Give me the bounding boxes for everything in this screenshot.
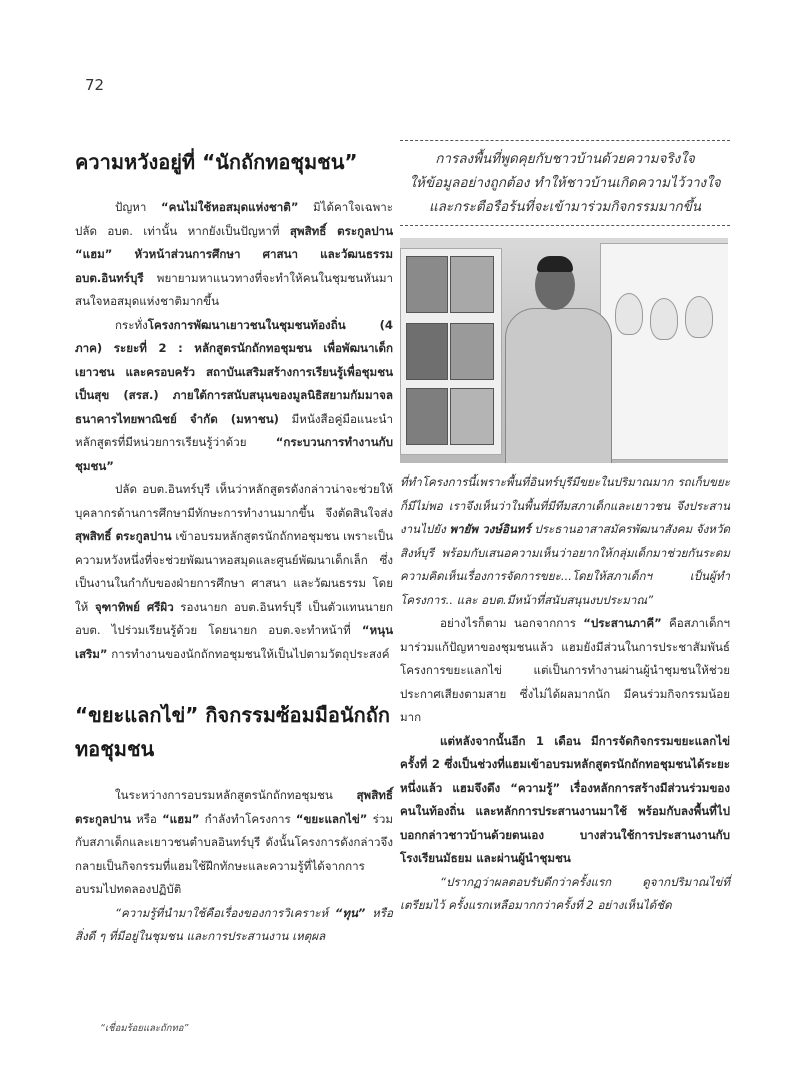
paragraph: [400, 730, 730, 871]
bold-text: “แฮม”: [162, 811, 200, 826]
man-figure: [505, 308, 612, 463]
pull-quote-line: ให้ข้อมูลอย่างถูกต้อง ทำให้ชาวบ้านเกิดความไว้วางใจ: [409, 175, 721, 191]
text: “ปรากฏว่าผลตอบรับดีกว่าครั้งแรก ดูจากปริมาณไข่ที่เตรียมไว้ ครั้งแรกเหลือมากกว่าครั้งที่ 2 อย่างเห็นได้ชัด: [400, 874, 730, 912]
text: การทำงานของนักถักทอชุมชนให้เป็นไปตามวัตถุประสงค์: [107, 646, 390, 661]
magazine: [450, 388, 494, 445]
paragraph: [75, 902, 393, 949]
text: “ความรู้ที่นำมาใช้คือเรื่องของการวิเคราะห์: [115, 905, 335, 920]
bold-text: สุพสิทธิ์ ตระกูลปาน: [75, 788, 393, 826]
bold-text: สุพสิทธิ์ ตระกูลปาน: [75, 529, 172, 543]
bold-text: พายัพ วงษ์อินทร์: [449, 522, 531, 536]
text: อย่างไรก็ตาม นอกจากการ: [440, 616, 584, 630]
text: กระทั่ง: [115, 317, 148, 332]
text: ที่ทำโครงการนี้เพราะพื้นที่อินทร์บุรีมีขยะในปริมาณมาก รถเก็บขยะก็มีไม่พอ เราจึงเห็นว่าในพื้นที่มีทีมสภาเด็กและเยาวชน จึงประสานงานไปยัง: [400, 475, 730, 536]
paragraph: [75, 478, 393, 666]
paragraph: [400, 612, 730, 730]
footer-caption: “เชื่อมร้อยและถักทอ”: [100, 1023, 189, 1034]
magazine: [406, 256, 448, 313]
bold-text: โครงการพัฒนาเยาวชนในชุมชนท้องถิ่น (4 ภาค) ระยะที่ 2 : หลักสูตรนักถักทอชุมชน เพื่อพัฒนาเด็ก เยาวชน และครอบครัว สถาบันเสริมสร้างการเรียนรู้เพื่อชุมชนเป็นสุข (สรส.) ภายใต้การสนับสนุนของมูลนิธิสยามกัมมาจล ธนาคารไทยพาณิชย์ จำกัด (มหาชน): [75, 317, 393, 426]
section-heading-hope: ความหวังอยู่ที่ “นักถักทอชุมชน”: [75, 150, 358, 174]
text: ร่วมกับสภาเด็กและเยาวชนตำบลอินทร์บุรี ดังนั้นโครงการดังกล่าวจึงกลายเป็นกิจกรรมที่แฮมใช้ฝึกทักษะและความรู้ที่ได้จากการอบรมไปทดลองปฏิบัติ: [75, 811, 393, 896]
bold-text: “หนุนเสริม”: [75, 623, 393, 661]
magazine: [450, 256, 494, 313]
text: หรือ: [130, 811, 163, 826]
man-hair: [537, 256, 573, 272]
text: เข้าอบรมหลักสูตรนักถักทอชุมชน เพราะเป็นความหวังหนึ่งที่จะช่วยพัฒนาหอสมุดและศูนย์พัฒนาเด็กเล็ก ซึ่งเป็นงานในกำกับของฝ่ายการศึกษา ศาสนา และวัฒนธรรม โดยให้: [75, 529, 393, 614]
doll: [615, 293, 643, 335]
bold-text: “ประสานภาคี”: [583, 616, 662, 630]
bold-text: สุพสิทธิ์ ตระกูลปาน “แฮม” หัวหน้าส่วนการศึกษา ศาสนา และวัฒนธรรม อบต.อินทร์บุรี: [75, 223, 393, 285]
magazine: [406, 323, 448, 380]
bold-text: จุฑาทิพย์ ศรีผิว: [94, 599, 174, 614]
right-column: [400, 140, 730, 918]
text: ประธานอาสาสมัครพัฒนาสังคม จังหวัดสิงห์บุรี พร้อมกับเสนอความเห็นว่าอยากให้กลุ่มเด็กมาช่วยกันระดมความคิดเห็นเรื่องการจัดการขยะ...โดยให้สภาเด็กฯ เป็นผู้ทำโครงการ.. และ อบต.มีหน้าที่สนับสนุนงบประมาณ”: [400, 522, 730, 607]
text: ปลัด อบต.อินทร์บุรี เห็นว่าหลักสูตรดังกล่าวน่าจะช่วยให้บุคลากรด้านการศึกษามีทักษะการทำงานมากขึ้น จึงตัดสินใจส่ง: [75, 482, 393, 520]
text: กำลังทำโครงการ: [199, 811, 296, 826]
bookshelf: [600, 243, 728, 460]
bold-text: แต่หลังจากนั้นอีก 1 เดือน มีการจัดกิจกรรมขยะแลกไข่ครั้งที่ 2 ซึ่งเป็นช่วงที่แฮมเข้าอบรมหลักสูตรนักถักทอชุมชนได้ระยะหนึ่งแล้ว แฮมจึงดึง “ความรู้” เรื่องหลักการสร้างมีส่วนร่วมของคนในท้องถิ่น และหลักการประสานงานมาใช้ พร้อมกับลงพื้นที่ไปบอกกล่าวชาวบ้านด้วยตนเอง บางส่วนใช้การประสานงานกับโรงเรียนมัธยม และผ่านผู้นำชุมชน: [400, 733, 730, 865]
pull-quote-line: และกระตือรือร้นที่จะเข้ามาร่วมกิจกรรมมากขึ้น: [428, 199, 702, 215]
bold-text: “กระบวนการทำงานกับชุมชน”: [75, 435, 393, 473]
magazine: [406, 388, 448, 445]
bold-text: “ขยะแลกไข่”: [295, 811, 368, 826]
bold-text: “คนไม่ใช้หอสมุดแห่งชาติ”: [160, 200, 299, 214]
text: คือสภาเด็กฯ มาร่วมแก้ปัญหาของชุมชนแล้ว แฮมยังมีส่วนในการประชาสัมพันธ์โครงการขยะแลกไข่ แต่เป็นการทำงานผ่านผู้นำชุมชนให้ช่วยประกาศเสียงตามสาย ซึ่งไม่ได้ผลมากนัก มีคนร่วมกิจกรรมน้อยมาก: [400, 616, 731, 724]
magazine: [450, 323, 494, 380]
text: ในระหว่างการอบรมหลักสูตรนักถักทอชุมชน: [115, 788, 357, 802]
text: หรือ สิ่งดี ๆ ที่มีอยู่ในชุมชน และการประสานงาน เหตุผล: [75, 905, 393, 943]
text: มีหนังสือคู่มือแนะนำหลักสูตรที่มีหน่วยการเรียนรู้ว่าด้วย: [75, 411, 393, 449]
section-heading-trash-for-eggs: “ขยะแลกไข่” กิจกรรมซ้อมมือนักถักทอชุมชน: [75, 703, 390, 761]
pull-quote-line: การลงพื้นที่พูดคุยกับชาวบ้านด้วยความจริงใจ: [435, 151, 695, 167]
bold-text: “ทุน”: [334, 905, 366, 920]
text: รองนายก อบต.อินทร์บุรี เป็นตัวแทนนายก อบต. ไปร่วมเรียนรู้ด้วย โดยนายก อบต.จะทำหน้าที่: [75, 599, 393, 637]
text: มิได้คาใจเฉพาะปลัด อบต. เท่านั้น หากยังเป็นปัญหาที่: [75, 200, 393, 238]
photo-man-with-bookshelf: [400, 238, 728, 463]
text: พยายามหาแนวทางที่จะทำให้คนในชุมชนหันมาสนใจหอสมุดแห่งชาติมากขึ้น: [75, 270, 393, 308]
left-column: [75, 148, 393, 949]
paragraph: [75, 784, 393, 902]
paragraph: [400, 871, 730, 918]
page-number: 72: [85, 76, 105, 94]
text: ปัญหา: [115, 200, 161, 214]
doll: [650, 298, 678, 340]
paragraph: [400, 471, 730, 612]
doll: [685, 296, 713, 338]
paragraph: [75, 196, 393, 314]
pull-quote: [400, 140, 730, 226]
paragraph: [75, 314, 393, 479]
